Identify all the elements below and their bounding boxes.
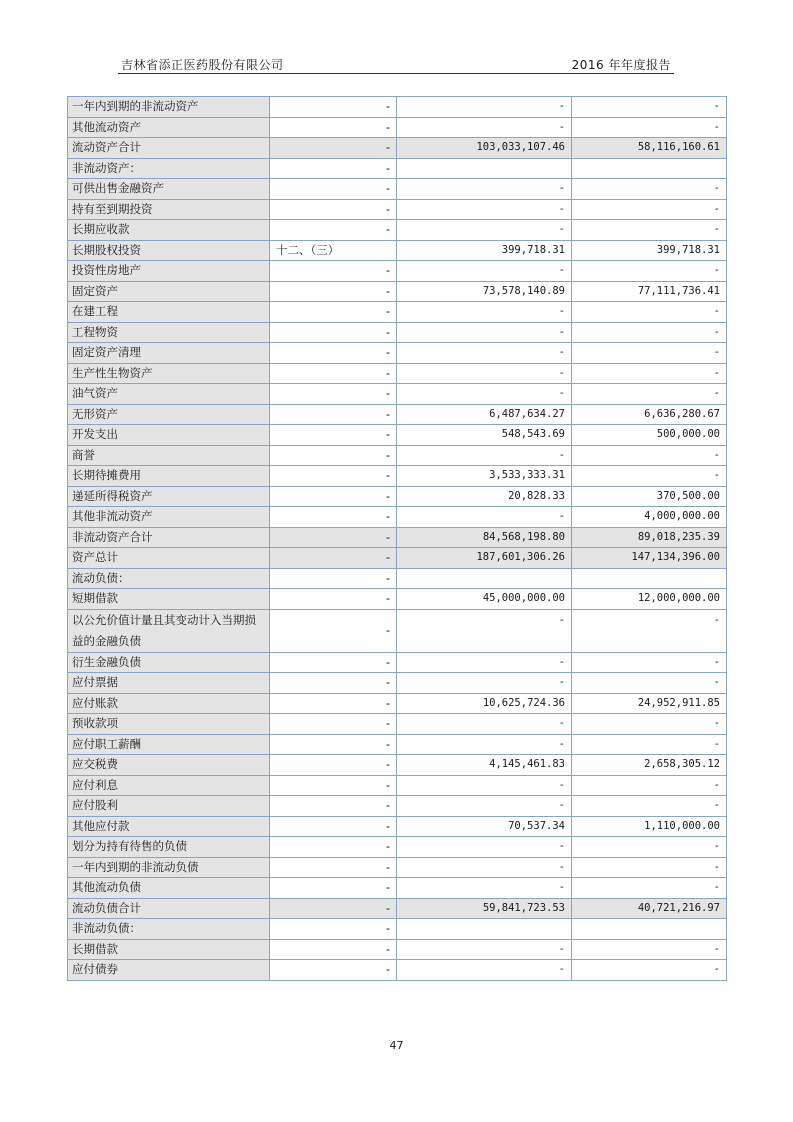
table-row (68, 775, 727, 796)
row-note: - (270, 693, 397, 714)
row-note: - (270, 816, 397, 837)
table-row (68, 117, 727, 138)
row-current-amount: - (397, 960, 572, 981)
row-note: - (270, 837, 397, 858)
row-note: - (270, 363, 397, 384)
row-note: - (270, 261, 397, 282)
row-previous-amount: 2,658,305.12 (572, 755, 727, 776)
row-current-amount: - (397, 445, 572, 466)
table-row (68, 404, 727, 425)
row-previous-amount: - (572, 179, 727, 200)
row-note: - (270, 404, 397, 425)
table-row (68, 548, 727, 569)
row-current-amount (397, 919, 572, 940)
table-row (68, 302, 727, 323)
table-row (68, 240, 727, 261)
row-previous-amount: - (572, 857, 727, 878)
row-item-name: 其他应付款 (68, 816, 270, 837)
row-item-name: 开发支出 (68, 425, 270, 446)
row-previous-amount: - (572, 609, 727, 652)
row-note: - (270, 673, 397, 694)
row-note: - (270, 138, 397, 159)
row-previous-amount: - (572, 734, 727, 755)
row-note: - (270, 857, 397, 878)
row-previous-amount (572, 919, 727, 940)
row-current-amount: 45,000,000.00 (397, 589, 572, 610)
table-row (68, 652, 727, 673)
row-current-amount: 548,543.69 (397, 425, 572, 446)
row-item-name: 应付债券 (68, 960, 270, 981)
row-note: - (270, 589, 397, 610)
table-row (68, 898, 727, 919)
row-item-name: 应付股利 (68, 796, 270, 817)
row-current-amount: - (397, 878, 572, 899)
row-item-name: 长期应收款 (68, 220, 270, 241)
table-row (68, 466, 727, 487)
row-previous-amount: - (572, 652, 727, 673)
row-current-amount: - (397, 609, 572, 652)
page-number: 47 (389, 1039, 404, 1052)
table-row (68, 589, 727, 610)
table-row (68, 507, 727, 528)
row-note: - (270, 281, 397, 302)
row-note: - (270, 775, 397, 796)
table-row (68, 158, 727, 179)
row-note: - (270, 919, 397, 940)
table-row (68, 322, 727, 343)
row-current-amount: - (397, 734, 572, 755)
row-previous-amount: 4,000,000.00 (572, 507, 727, 528)
table-row (68, 281, 727, 302)
row-note: - (270, 939, 397, 960)
row-previous-amount: 40,721,216.97 (572, 898, 727, 919)
row-current-amount: - (397, 673, 572, 694)
row-note: - (270, 384, 397, 405)
row-current-amount: - (397, 261, 572, 282)
table-row (68, 179, 727, 200)
row-item-name: 以公允价值计量且其变动计入当期损益的金融负债 (68, 609, 270, 652)
row-note: - (270, 548, 397, 569)
row-note: - (270, 527, 397, 548)
row-item-name: 油气资产 (68, 384, 270, 405)
row-previous-amount: - (572, 199, 727, 220)
row-current-amount: - (397, 117, 572, 138)
row-current-amount: 70,537.34 (397, 816, 572, 837)
row-current-amount: - (397, 384, 572, 405)
row-note: - (270, 199, 397, 220)
row-previous-amount: 500,000.00 (572, 425, 727, 446)
row-current-amount: - (397, 796, 572, 817)
row-previous-amount: - (572, 673, 727, 694)
table-row (68, 919, 727, 940)
row-item-name: 长期待摊费用 (68, 466, 270, 487)
row-previous-amount: 12,000,000.00 (572, 589, 727, 610)
row-current-amount: 6,487,634.27 (397, 404, 572, 425)
row-previous-amount: - (572, 837, 727, 858)
row-previous-amount: - (572, 775, 727, 796)
balance-sheet-body (68, 97, 727, 981)
row-current-amount: 4,145,461.83 (397, 755, 572, 776)
row-previous-amount: - (572, 220, 727, 241)
row-previous-amount (572, 568, 727, 589)
row-item-name: 投资性房地产 (68, 261, 270, 282)
row-item-name: 商誉 (68, 445, 270, 466)
row-current-amount: 399,718.31 (397, 240, 572, 261)
row-item-name: 流动资产合计 (68, 138, 270, 159)
row-current-amount: 3,533,333.31 (397, 466, 572, 487)
row-item-name: 固定资产清理 (68, 343, 270, 364)
row-item-name: 应付利息 (68, 775, 270, 796)
row-item-name: 流动负债合计 (68, 898, 270, 919)
row-previous-amount: - (572, 960, 727, 981)
row-current-amount: - (397, 837, 572, 858)
row-current-amount: - (397, 775, 572, 796)
table-row (68, 568, 727, 589)
row-previous-amount: - (572, 384, 727, 405)
row-note: - (270, 220, 397, 241)
row-current-amount: - (397, 652, 572, 673)
row-item-name: 生产性生物资产 (68, 363, 270, 384)
table-row (68, 261, 727, 282)
row-note: - (270, 425, 397, 446)
row-item-name: 一年内到期的非流动资产 (68, 97, 270, 118)
row-previous-amount: - (572, 343, 727, 364)
row-current-amount: - (397, 322, 572, 343)
row-previous-amount: - (572, 445, 727, 466)
row-previous-amount: - (572, 302, 727, 323)
row-previous-amount: 24,952,911.85 (572, 693, 727, 714)
row-note: - (270, 734, 397, 755)
row-current-amount: - (397, 199, 572, 220)
row-current-amount: - (397, 220, 572, 241)
row-previous-amount: 6,636,280.67 (572, 404, 727, 425)
table-row (68, 486, 727, 507)
row-current-amount: - (397, 343, 572, 364)
row-previous-amount: 399,718.31 (572, 240, 727, 261)
row-item-name: 非流动资产合计 (68, 527, 270, 548)
row-current-amount: 73,578,140.89 (397, 281, 572, 302)
table-row (68, 199, 727, 220)
report-title: 2016 年年度报告 (571, 58, 671, 72)
table-row (68, 138, 727, 159)
row-previous-amount: 1,110,000.00 (572, 816, 727, 837)
row-current-amount: - (397, 857, 572, 878)
row-previous-amount: 89,018,235.39 (572, 527, 727, 548)
table-row (68, 693, 727, 714)
row-current-amount: - (397, 507, 572, 528)
row-current-amount: 20,828.33 (397, 486, 572, 507)
table-row (68, 960, 727, 981)
row-previous-amount: - (572, 466, 727, 487)
row-item-name: 应付账款 (68, 693, 270, 714)
row-item-name: 非流动负债： (68, 919, 270, 940)
row-previous-amount: - (572, 97, 727, 118)
row-note: - (270, 652, 397, 673)
row-current-amount: 10,625,724.36 (397, 693, 572, 714)
table-row (68, 796, 727, 817)
row-note: - (270, 609, 397, 652)
row-current-amount: 187,601,306.26 (397, 548, 572, 569)
table-row (68, 384, 727, 405)
row-note: 十二、（三） (270, 240, 397, 261)
table-row (68, 878, 727, 899)
row-item-name: 其他流动负债 (68, 878, 270, 899)
row-note: - (270, 714, 397, 735)
row-item-name: 短期借款 (68, 589, 270, 610)
row-item-name: 应交税费 (68, 755, 270, 776)
row-previous-amount: - (572, 714, 727, 735)
row-item-name: 应付票据 (68, 673, 270, 694)
table-row (68, 343, 727, 364)
row-previous-amount: - (572, 117, 727, 138)
row-item-name: 流动负债： (68, 568, 270, 589)
row-note: - (270, 445, 397, 466)
row-item-name: 非流动资产： (68, 158, 270, 179)
company-name: 吉林省添正医药股份有限公司 (121, 58, 284, 72)
table-row (68, 363, 727, 384)
row-note: - (270, 322, 397, 343)
row-note: - (270, 97, 397, 118)
row-current-amount: - (397, 97, 572, 118)
row-item-name: 长期股权投资 (68, 240, 270, 261)
row-previous-amount: - (572, 796, 727, 817)
table-row (68, 97, 727, 118)
row-previous-amount: 77,111,736.41 (572, 281, 727, 302)
row-previous-amount: 58,116,160.61 (572, 138, 727, 159)
row-note: - (270, 568, 397, 589)
table-row (68, 425, 727, 446)
row-current-amount: - (397, 363, 572, 384)
row-current-amount: - (397, 302, 572, 323)
row-note: - (270, 117, 397, 138)
row-note: - (270, 755, 397, 776)
row-item-name: 递延所得税资产 (68, 486, 270, 507)
row-note: - (270, 158, 397, 179)
table-row (68, 837, 727, 858)
row-note: - (270, 898, 397, 919)
row-note: - (270, 960, 397, 981)
row-previous-amount: - (572, 363, 727, 384)
table-row (68, 939, 727, 960)
row-note: - (270, 507, 397, 528)
row-item-name: 长期借款 (68, 939, 270, 960)
row-note: - (270, 878, 397, 899)
row-previous-amount: - (572, 322, 727, 343)
row-note: - (270, 179, 397, 200)
table-row (68, 527, 727, 548)
table-row (68, 714, 727, 735)
row-current-amount: - (397, 179, 572, 200)
row-current-amount: - (397, 939, 572, 960)
row-current-amount (397, 568, 572, 589)
row-item-name: 资产总计 (68, 548, 270, 569)
row-note: - (270, 343, 397, 364)
row-item-name: 无形资产 (68, 404, 270, 425)
row-item-name: 固定资产 (68, 281, 270, 302)
row-item-name: 在建工程 (68, 302, 270, 323)
table-row (68, 857, 727, 878)
table-row (68, 220, 727, 241)
row-current-amount (397, 158, 572, 179)
table-row (68, 609, 727, 652)
row-current-amount: 84,568,198.80 (397, 527, 572, 548)
row-item-name: 一年内到期的非流动负债 (68, 857, 270, 878)
row-current-amount: - (397, 714, 572, 735)
table-row (68, 755, 727, 776)
row-item-name: 其他非流动资产 (68, 507, 270, 528)
table-row (68, 673, 727, 694)
row-item-name: 预收款项 (68, 714, 270, 735)
row-item-name: 其他流动资产 (68, 117, 270, 138)
row-current-amount: 59,841,723.53 (397, 898, 572, 919)
row-previous-amount: - (572, 261, 727, 282)
row-previous-amount (572, 158, 727, 179)
header-divider (118, 73, 674, 74)
table-row (68, 445, 727, 466)
row-item-name: 可供出售金融资产 (68, 179, 270, 200)
row-item-name: 划分为持有待售的负债 (68, 837, 270, 858)
row-previous-amount: - (572, 939, 727, 960)
row-current-amount: 103,033,107.46 (397, 138, 572, 159)
row-item-name: 持有至到期投资 (68, 199, 270, 220)
balance-sheet-table (67, 96, 727, 981)
table-row (68, 816, 727, 837)
table-row (68, 734, 727, 755)
row-item-name: 应付职工薪酬 (68, 734, 270, 755)
row-note: - (270, 302, 397, 323)
row-note: - (270, 466, 397, 487)
row-note: - (270, 486, 397, 507)
row-note: - (270, 796, 397, 817)
row-previous-amount: - (572, 878, 727, 899)
row-item-name: 衍生金融负债 (68, 652, 270, 673)
row-previous-amount: 147,134,396.00 (572, 548, 727, 569)
row-item-name: 工程物资 (68, 322, 270, 343)
row-previous-amount: 370,500.00 (572, 486, 727, 507)
